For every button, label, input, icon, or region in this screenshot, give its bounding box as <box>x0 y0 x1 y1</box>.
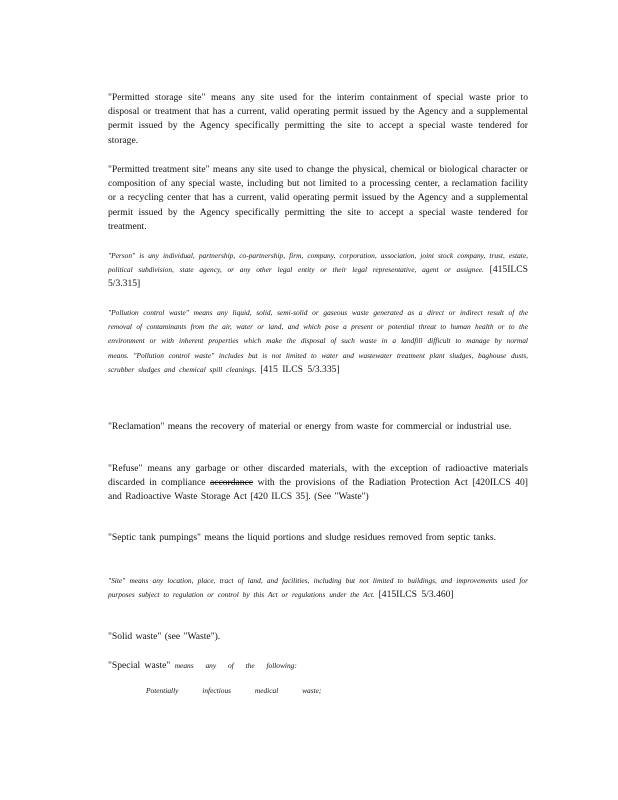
definition-pollution-control-waste <box>108 306 528 377</box>
definition-permitted-storage-site <box>108 91 528 148</box>
struck-word: accordance <box>209 477 254 489</box>
definition-permitted-treatment-site <box>108 163 528 234</box>
statute-citation: [415ILCS 5/3.460] <box>378 589 454 601</box>
statute-citation: [415ILCS 5/3.315] <box>108 264 528 290</box>
definition-text: "Solid waste" (see "Waste"). <box>108 631 221 642</box>
definition-refuse <box>108 462 528 505</box>
definition-text: "Person" is any individual, partnership, co-partnership, firm, company, corporation, association, joint stock company, trust, estate, political subdivision, state agency, or any other legal entity or their legal representative, agent or assignee. <box>108 251 528 275</box>
definition-text: "Permitted treatment site" means any site used to change the physical, chemical or biological character or composition of any special waste, including but not limited to a processing center, a reclamation facility or a recycling center that has a current, valid operating permit issued by the Agency and a supplemental permit issued by the Agency specifically permitting the site to accept a special waste tendered for treatment. <box>108 164 528 232</box>
definition-text: "Site" means any location, place, tract of land, and facilities, including but not limited to buildings, and improvements used for purposes subject to regulation or control by this Act or regulations under the Act. <box>108 576 528 600</box>
definition-text: "Septic tank pumpings" means the liquid portions and sludge residues removed from septic tanks. <box>108 532 496 543</box>
list-item: Potentially infectious medical waste; <box>146 686 322 695</box>
definition-text-before: "Refuse" means any garbage or other discarded materials, with the exception of radioactive materials discarded in compliance <box>108 463 528 489</box>
definition-text-after: with the provisions of the Radiation Protection Act [420ILCS 40] and Radioactive Waste Storage Act [420 ILCS 35]. (See "Waste") <box>108 477 528 503</box>
definition-text: "Pollution control waste" means any liquid, solid, semi-solid or gaseous waste generated as a direct or indirect result of the removal of contaminants from the air, water or land, and which pose a present or potential threat to human health or to the environment or with inherent properties which make the disposal of such waste in a landfill difficult to manage by normal means. "Pollution control waste" includes but is not limited to water and wastewater treatment plant sludges, baghouse dusts, scrubber sludges and chemical spill cleanings. <box>108 308 528 374</box>
definition-text: means any of the following: <box>174 661 297 670</box>
definition-person <box>108 249 528 292</box>
definition-reclamation <box>108 420 528 434</box>
definition-text: "Permitted storage site" means any site used for the interim containment of special waste prior to disposal or treatment that has a current, valid operating permit issued by the Agency and a supplemental permit issued by the Agency specifically permitting the site to accept a special waste tendered for storage. <box>108 92 528 146</box>
definition-site <box>108 574 528 602</box>
definition-solid-waste <box>108 630 528 644</box>
definition-special-waste <box>108 659 528 673</box>
definition-lead: "Special waste" <box>108 660 171 671</box>
definition-text: "Reclamation" means the recovery of material or energy from waste for commercial or industrial use. <box>108 421 512 432</box>
definition-septic-tank-pumpings <box>108 531 528 545</box>
statute-citation: [415 ILCS 5/3.335] <box>260 363 340 375</box>
